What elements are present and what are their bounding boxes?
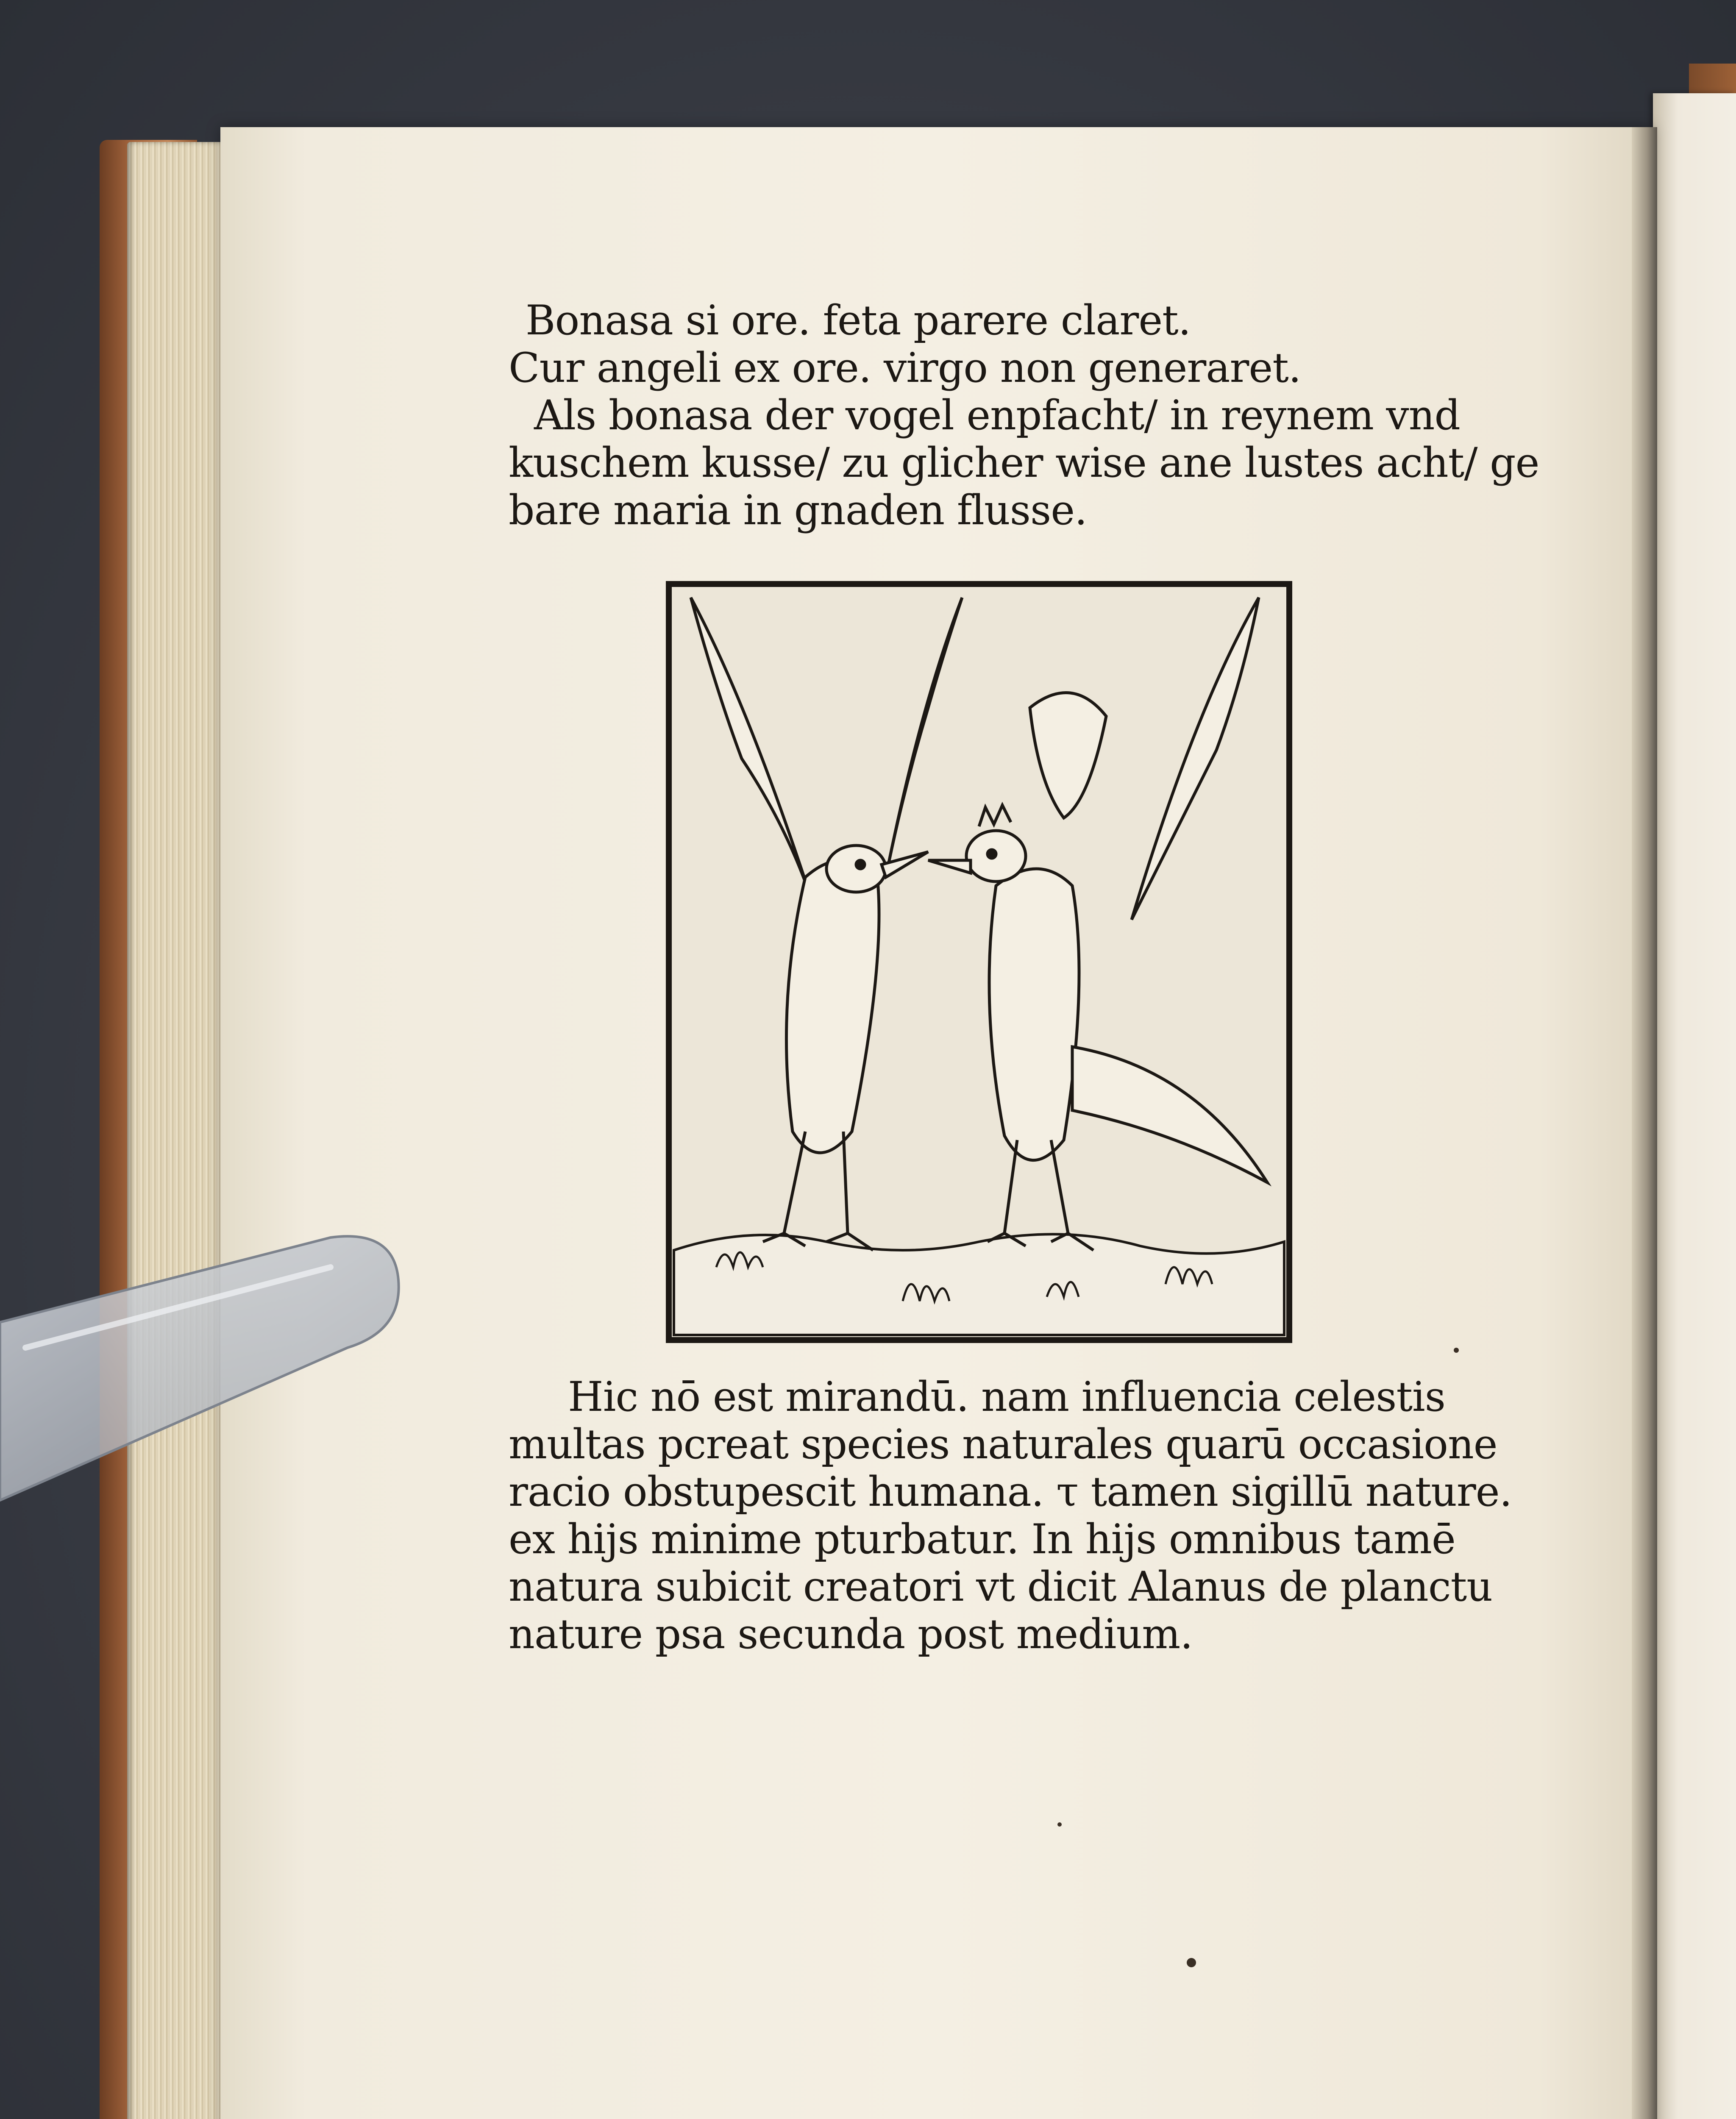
page-holder-clip	[0, 1221, 407, 1517]
ink-speck	[1187, 1958, 1196, 1967]
verse-line: Cur angeli ex ore. virgo non generaret.	[509, 344, 1301, 392]
verse-text	[509, 297, 1539, 534]
page-gutter	[1632, 127, 1657, 2119]
verse-line: Als bonasa der vogel enpfacht/ in reynem vnd	[534, 392, 1460, 439]
facing-page	[1653, 93, 1736, 2119]
ink-speck	[1057, 1822, 1062, 1827]
woodcut-illustration	[665, 581, 1293, 1343]
prose-line: nature psa secunda post medium.	[509, 1610, 1193, 1658]
prose-line: Hic nō est mirandū. nam influencia celestis	[568, 1373, 1445, 1421]
ink-speck	[1454, 1348, 1459, 1353]
woodcut-frame	[669, 584, 1289, 1340]
prose-line: ex hijs minime pturbatur. In hijs omnibus tamē	[509, 1516, 1455, 1563]
prose-line: natura subicit creatori vt dicit Alanus de planctu	[509, 1563, 1493, 1610]
prose-line: multas pcreat species naturales quarū occasione	[509, 1421, 1497, 1468]
verse-line: bare maria in gnaden flusse.	[509, 487, 1087, 534]
prose-line: racio obstupescit humana. τ tamen sigillū nature.	[509, 1468, 1512, 1516]
prose-text	[509, 1373, 1512, 1658]
verse-line: Bonasa si ore. feta parere claret.	[526, 297, 1191, 344]
verse-line: kuschem kusse/ zu glicher wise ane lustes acht/ ge	[509, 439, 1539, 487]
